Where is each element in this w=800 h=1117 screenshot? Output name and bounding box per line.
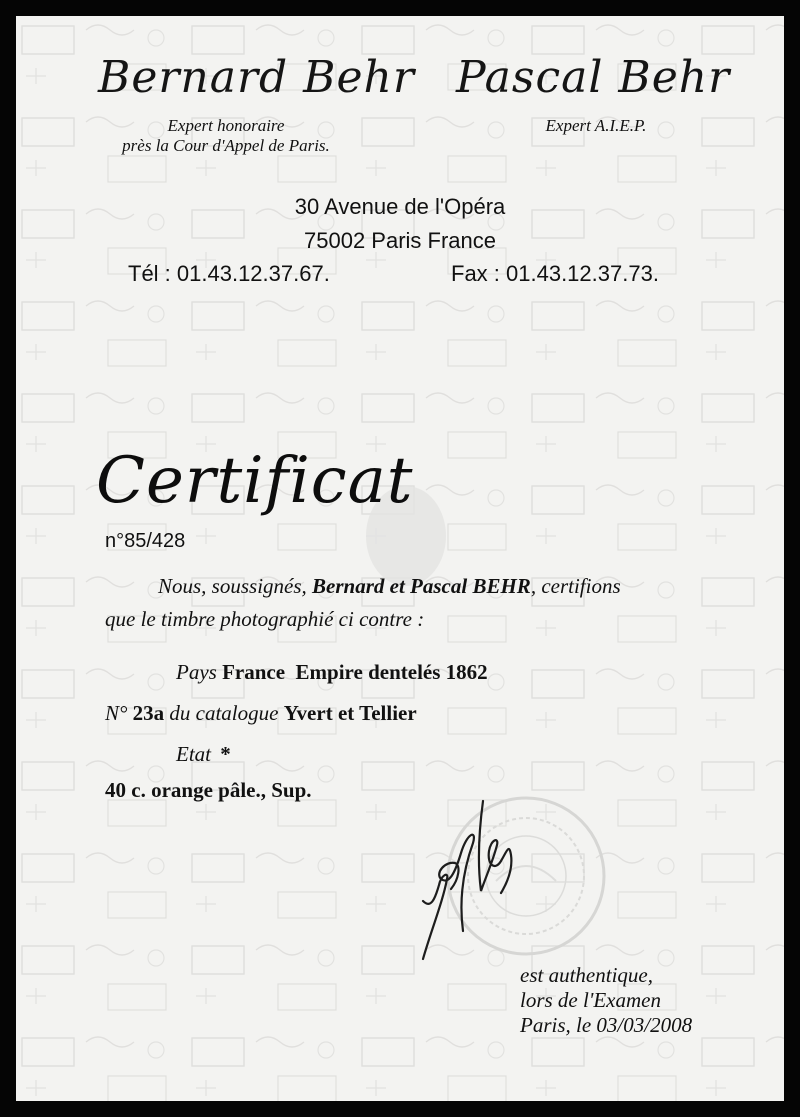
intro-line-2: que le timbre photographié ci contre : (105, 607, 425, 631)
closing-statement (520, 963, 692, 1038)
condition-row (176, 742, 231, 767)
condition-value: * (220, 742, 231, 766)
fax-number: Fax : 01.43.12.37.73. (451, 261, 659, 286)
country-row (176, 660, 488, 685)
condition-label: Etat (176, 742, 211, 766)
phone-number: Tél : 01.43.12.37.67. (128, 261, 330, 286)
expert-title-left-line2: près la Cour d'Appel de Paris. (122, 136, 330, 155)
certificate-title: Certificat (96, 444, 414, 518)
certificate-number: n°85/428 (105, 530, 186, 552)
address-city: 75002 Paris France (304, 228, 496, 253)
intro-after: , certifions (530, 574, 621, 598)
catalogue-number-row (105, 701, 417, 726)
address-street: 30 Avenue de l'Opéra (294, 194, 506, 219)
closing-line-2: lors de l'Examen (520, 988, 661, 1012)
expert-title-left-line1: Expert honoraire (167, 116, 285, 135)
number-value: 23a (132, 701, 165, 725)
certificate-page (16, 16, 784, 1101)
closing-date-line: Paris, le 03/03/2008 (520, 1013, 693, 1037)
intro-names: Bernard et Pascal BEHR (312, 574, 531, 598)
country-value: France Empire dentelés 1862 (222, 660, 488, 684)
intro-before: Nous, soussignés, (158, 574, 307, 598)
security-watermark-pattern (16, 16, 784, 1101)
expert-title-right: Expert A.I.E.P. (545, 116, 647, 135)
stamp-description: 40 c. orange pâle., Sup. (105, 778, 312, 802)
number-label: N° (105, 701, 128, 725)
catalogue-value: Yvert et Tellier (283, 701, 417, 725)
expert-title-left (116, 116, 336, 156)
letterhead-name-pascal: Pascal Behr (456, 52, 731, 103)
country-label: Pays (176, 660, 217, 684)
intro-line-1 (158, 574, 621, 599)
closing-line-1: est authentique, (520, 963, 653, 987)
letterhead-name-bernard: Bernard Behr (98, 52, 415, 103)
signature (401, 781, 541, 961)
catalogue-label: du catalogue (169, 701, 279, 725)
